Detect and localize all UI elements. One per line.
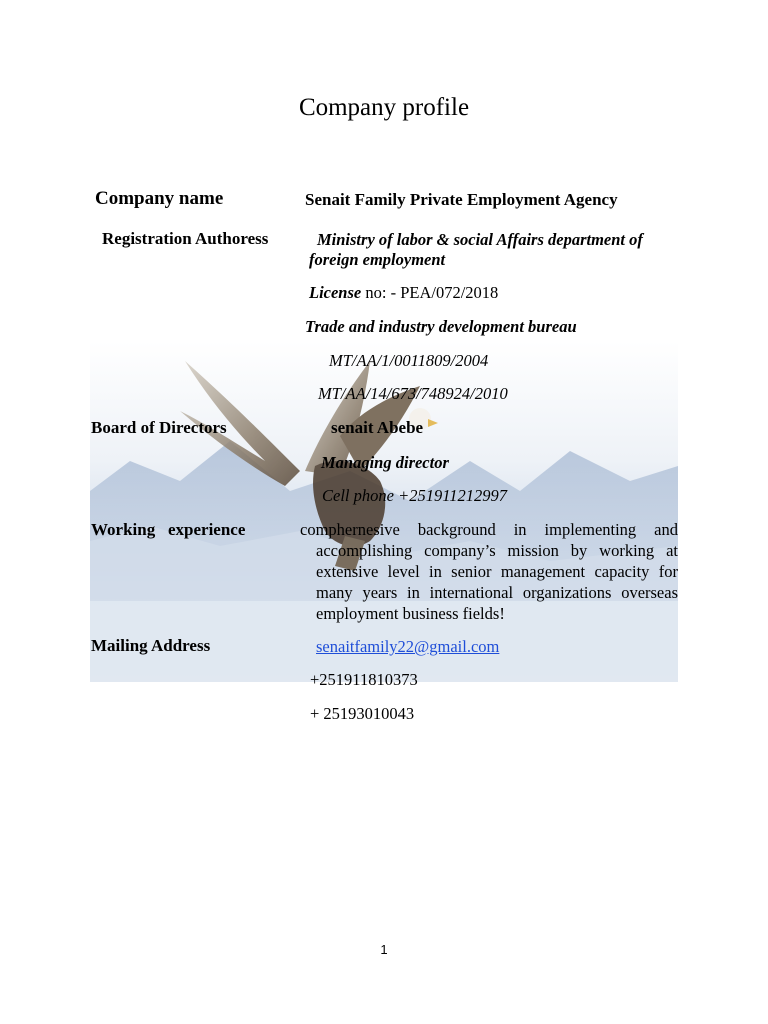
- board-label: Board of Directors: [91, 418, 227, 437]
- director-cell-phone: Cell phone +251911212997: [322, 486, 507, 505]
- experience-line-2: accomplishing company’s mission by working at: [316, 541, 678, 560]
- company-name-value: Senait Family Private Employment Agency: [305, 190, 618, 209]
- registration-number-1: MT/AA/1/0011809/2004: [329, 351, 489, 370]
- trade-bureau: Trade and industry development bureau: [305, 317, 577, 336]
- registration-authority-line2: foreign employment: [309, 250, 446, 269]
- license-label: License: [309, 283, 362, 302]
- page-title: Company profile: [298, 94, 470, 121]
- phone-1: +251911810373: [310, 670, 418, 689]
- experience-line-4: many years in international organizations overseas: [316, 583, 678, 602]
- experience-line-1: comphernesive background in implementing and: [300, 520, 678, 539]
- director-name: senait Abebe: [331, 418, 424, 437]
- mailing-label: Mailing Address: [91, 636, 211, 655]
- experience-paragraph: [300, 519, 678, 624]
- email-link[interactable]: senaitfamily22@gmail.com: [316, 637, 500, 656]
- experience-label: Working experience: [91, 520, 246, 539]
- license-value: no: - PEA/072/2018: [361, 283, 499, 302]
- registration-label: Registration Authoress: [102, 229, 269, 248]
- experience-line-3: extensive level in senior management capacity for: [316, 562, 678, 581]
- registration-number-2: MT/AA/14/673/748924/2010: [318, 384, 508, 403]
- license-line: [309, 283, 498, 303]
- phone-2: + 25193010043: [310, 704, 415, 723]
- registration-authority-line1: Ministry of labor & social Affairs department of: [317, 230, 643, 249]
- director-role: Managing director: [321, 453, 449, 472]
- page-number: 1: [380, 942, 388, 957]
- experience-line-5: employment business fields!: [316, 604, 505, 623]
- company-name-label: Company name: [95, 188, 224, 209]
